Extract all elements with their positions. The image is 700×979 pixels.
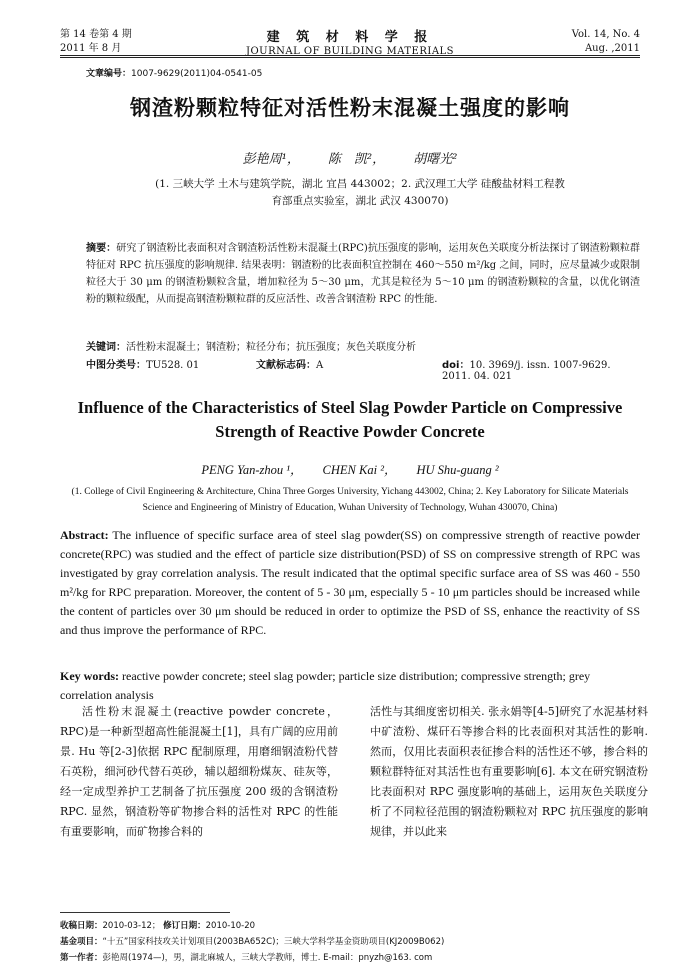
title-en: Influence of the Characteristics of Steel Slag Powder Particle on Compressive Strength of Reactive Powder Concrete xyxy=(77,398,623,441)
abstract-en xyxy=(60,526,640,640)
doc-code-value: A xyxy=(316,360,324,371)
article-number-value: 1007-9629(2011)04-0541-05 xyxy=(131,69,263,79)
footnote-dates xyxy=(60,918,640,934)
volume-en: Vol. 14, No. 4 xyxy=(571,29,640,40)
fund-label: 基金项目： xyxy=(60,937,103,947)
received-label: 收稿日期： xyxy=(60,921,103,931)
doi-label: doi： xyxy=(442,360,470,371)
abstract-en-label: Abstract: xyxy=(60,528,109,542)
affiliation-cn: (1. 三峡大学 土木与建筑学院，湖北 宜昌 443002；2. 武汉理工大学 硅酸盐材料工程教育部重点实验室，湖北 武汉 430070) xyxy=(155,178,565,207)
header-volume-info xyxy=(572,28,640,56)
author-en-1: PENG Yan-zhou ¹， xyxy=(201,463,303,477)
journal-name-cn: 建 筑 材 料 学 报 xyxy=(266,30,434,45)
header-rule-thin xyxy=(60,57,640,58)
revised-date: 2010-10-20 xyxy=(205,921,256,931)
header-rule xyxy=(60,55,640,56)
abstract-en-text: The influence of specific surface area of steel slag powder(SS) on compressive strength of reactive powder concrete(RPC) was studied and the effect of particle size distribution(PSD) of SS on compressive strength of RPC was investigated by gray correlation analysis. The result indicated that the optimal specific surface area of SS was 460 - 550 m²/kg for RPC preparation. Moreover, the content of 5 - 30 μm, especially 5 - 10 μm particles should be increased while the content of particles over 30 μm should be reduced in order to optimize the PSD of SS, enhance the reactivity of SS and thus improve the performance of RPC. xyxy=(60,528,640,637)
first-author-label: 第一作者： xyxy=(60,953,103,963)
footnote-author xyxy=(60,950,640,966)
abstract-cn-label: 摘要： xyxy=(86,243,117,254)
abstract-cn xyxy=(86,240,640,308)
doi xyxy=(442,356,640,382)
date-cn: 2011 年 8 月 xyxy=(60,43,122,54)
footnote-fund xyxy=(60,934,640,950)
doc-code xyxy=(256,356,323,371)
keywords-cn xyxy=(86,338,640,353)
clc-value: TU528. 01 xyxy=(146,360,200,371)
author-cn-1: 彭艳周¹， xyxy=(242,152,300,167)
keywords-cn-label: 关键词： xyxy=(86,342,126,353)
title-cn: 钢渣粉颗粒特征对活性粉末混凝土强度的影响 xyxy=(130,96,570,120)
keywords-en-text: reactive powder concrete; steel slag powder; particle size distribution; compressive strength; grey correlation analysis xyxy=(60,669,591,702)
keywords-cn-text: 活性粉末混凝土；钢渣粉；粒径分布；抗压强度；灰色关联度分析 xyxy=(126,342,416,353)
keywords-en xyxy=(60,667,640,705)
body-column-left: 活性粉末混凝土(reactive powder concrete，RPC)是一种新型超高性能混凝土[1]，具有广阔的应用前景. Hu 等[2-3]依据 RPC 配制原理，用磨细钢渣粉代替石英粉，细河砂代替石英砂，辅以超细粉煤灰、硅灰等，经一定成型养护工艺制备了抗压强度 200 级的含钢渣粉 RPC. 显然，钢渣粉等矿物掺合料的活性对 RPC 的性能有重要影响，而矿物掺合料的 xyxy=(60,705,338,838)
fund-text: “十五”国家科技攻关计划项目(2003BA652C)；三峡大学科学基金资助项目(KJ2009B062) xyxy=(102,937,445,947)
received-date: 2010-03-12； xyxy=(102,921,161,931)
authors-en xyxy=(0,460,700,478)
doi-value: 10. 3969/j. issn. 1007-9629. 2011. 04. 021 xyxy=(442,360,611,382)
classification-cn xyxy=(86,356,640,382)
author-en-2: CHEN Kai ²， xyxy=(322,463,397,477)
footnote-rule xyxy=(60,912,230,913)
author-cn-2: 陈 凯²， xyxy=(327,152,386,167)
keywords-en-label: Key words: xyxy=(60,669,119,683)
affiliation-en: (1. College of Civil Engineering & Architecture, China Three Gorges University, Yichang 443002, China; 2. Key Laboratory for Silicate Materials Science and Engineering of Ministry of Education, Wuhan University of Technology, Wuhan 430070, China) xyxy=(71,487,629,513)
authors-cn xyxy=(0,148,700,167)
journal-name-en: JOURNAL OF BUILDING MATERIALS xyxy=(245,46,455,57)
article-number xyxy=(86,66,262,79)
author-en-3: HU Shu-guang ² xyxy=(416,463,499,477)
doc-code-label: 文献标志码： xyxy=(256,360,316,371)
author-cn-3: 胡曙光² xyxy=(413,152,458,167)
body-column-right: 活性与其细度密切相关. 张永娟等[4-5]研究了水泥基材料中矿渣粉、煤矸石等掺合料的比表面积对其活性的影响. 然而，仅用比表面积表征掺合料的活性还不够，掺合料的颗粒群特征对其活性也有重要影响[6]. 本文在研究钢渣粉比表面积对 RPC 强度影响的基础上，运用灰色关联度分析了不同粒径范围的钢渣粉颗粒对 RPC 抗压强度的影响规律，并以此来 xyxy=(370,705,648,838)
first-author-text: 彭艳周(1974—)，男，湖北麻城人，三峡大学教师，博士. E-mail：pnyzh@163. com xyxy=(102,953,433,963)
abstract-cn-text: 研究了钢渣粉比表面积对含钢渣粉活性粉末混凝土(RPC)抗压强度的影响，运用灰色关联度分析法探讨了钢渣粉颗粒群特征对 RPC 抗压强度的影响规律. 结果表明：钢渣粉的比表面积宜控制在 460～550 m²/kg 之间，同时，应尽量减少或限制粒径大于 30 μm 的钢渣粉颗粒含量，增加粒径为 5～30 μm，尤其是粒径为 5～10 μm 的钢渣粉颗粒的含量，以优化钢渣粉的颗粒级配，从而提高钢渣粉颗粒群的反应活性、改善含钢渣粉 RPC 的性能. xyxy=(86,243,640,305)
article-number-label: 文章编号： xyxy=(86,69,132,79)
issue-cn: 第 14 卷第 4 期 xyxy=(60,29,132,40)
revised-label: 修订日期： xyxy=(163,921,206,931)
date-en: Aug. ,2011 xyxy=(584,43,640,54)
footnotes xyxy=(60,918,640,966)
clc-label: 中图分类号： xyxy=(86,360,146,371)
